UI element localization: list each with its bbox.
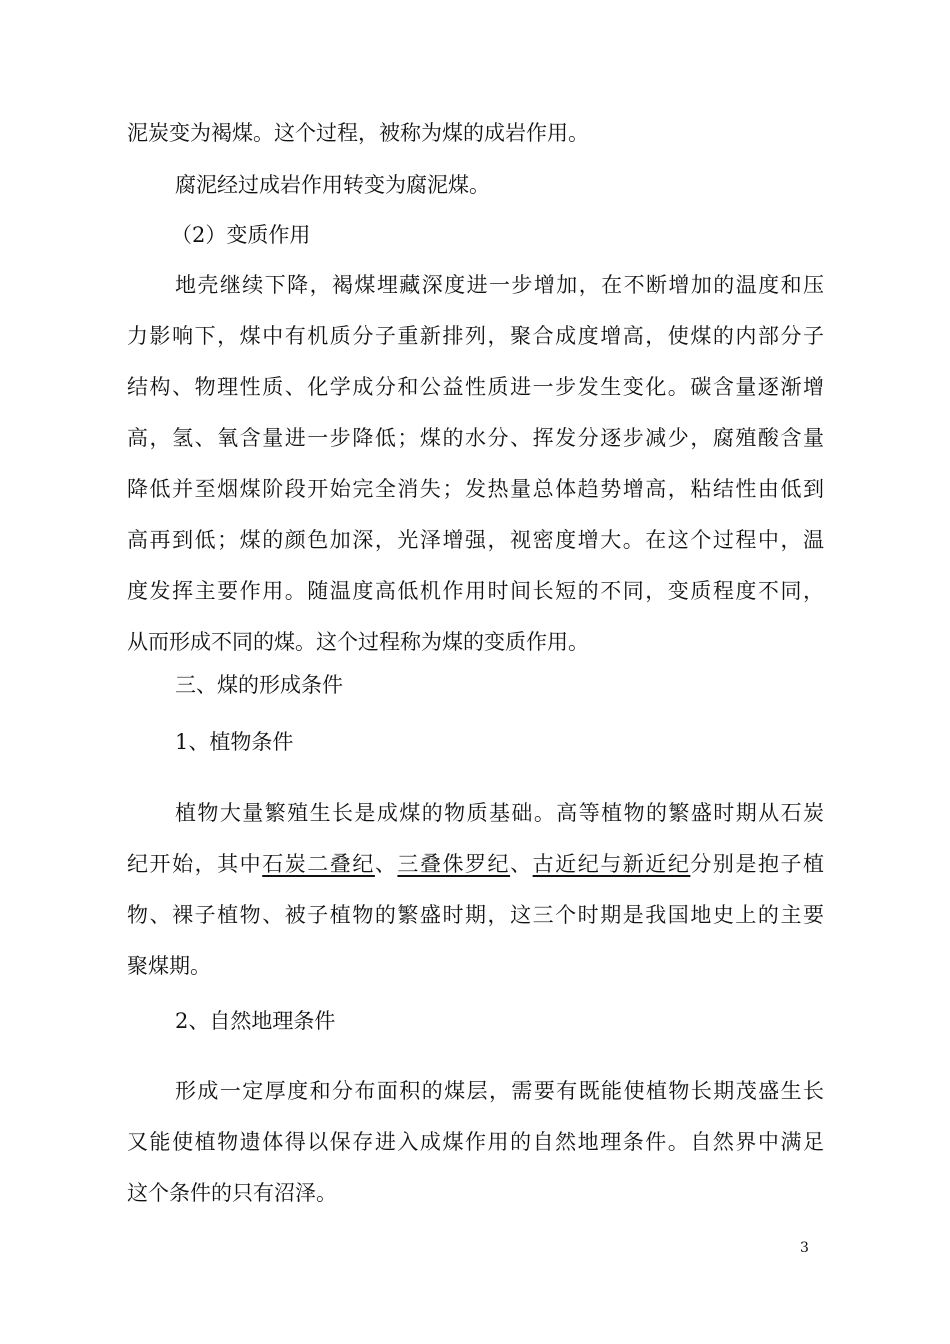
text-line: 度发挥主要作用。随温度高低机作用时间长短的不同，变质程度不同，: [127, 579, 824, 603]
paragraph-metamorphism: [127, 260, 824, 668]
link-triassic-jurassic[interactable]: 三叠侏罗纪: [397, 852, 511, 876]
page-number: 3: [800, 1240, 809, 1256]
text-line: 形成一定厚度和分布面积的煤层，需要有既能使植物长期茂盛生长: [175, 1079, 824, 1103]
text-line: 地壳继续下降，褐煤埋藏深度进一步增加，在不断增加的温度和压: [175, 273, 824, 297]
text-line: 从而形成不同的煤。这个过程称为煤的变质作用。: [127, 630, 589, 654]
heading-text: 1、植物条件: [175, 730, 294, 754]
heading-text: （2）变质作用: [171, 223, 311, 247]
heading-section-3: [127, 660, 824, 711]
paragraph-sapropel: [127, 160, 824, 211]
text-line: 腐泥经过成岩作用转变为腐泥煤。: [175, 173, 490, 197]
heading-metamorphism: [127, 210, 824, 261]
text-line: 又能使植物遗体得以保存进入成煤作用的自然地理条件。自然界中满足: [127, 1130, 824, 1154]
text-line: 高再到低；煤的颜色加深，光泽增强，视密度增大。在这个过程中，温: [127, 528, 824, 552]
text-line: 植物大量繁殖生长是成煤的物质基础。高等植物的繁盛时期从石炭: [175, 801, 824, 825]
text-segment: 、: [374, 852, 398, 876]
text-line: 力影响下，煤中有机质分子重新排列，聚合成度增高，使煤的内部分子: [127, 324, 824, 348]
paragraph-diagenesis-end: [127, 108, 824, 159]
heading-text: 2、自然地理条件: [175, 1009, 336, 1033]
link-paleogene-neogene[interactable]: 古近纪与新近纪: [532, 852, 691, 876]
heading-plant-condition: [127, 717, 824, 768]
text-line: 结构、物理性质、化学成分和公益性质进一步发生变化。碳含量逐渐增: [127, 375, 824, 399]
text-line: 降低并至烟煤阶段开始完全消失；发热量总体趋势增高，粘结性由低到: [127, 477, 824, 501]
text-segment: 、: [510, 852, 533, 876]
text-line-with-links: [127, 839, 824, 890]
paragraph-geographic-condition: [127, 1066, 824, 1219]
text-line: 泥炭变为褐煤。这个过程，被称为煤的成岩作用。: [127, 121, 589, 145]
text-line: 高，氢、氧含量进一步降低；煤的水分、挥发分逐步减少，腐殖酸含量: [127, 426, 824, 450]
text-line: 聚煤期。: [127, 954, 211, 978]
paragraph-plant-condition: [127, 788, 824, 992]
text-line: 物、裸子植物、被子植物的繁盛时期，这三个时期是我国地史上的主要: [127, 903, 824, 927]
heading-text: 三、煤的形成条件: [175, 673, 343, 697]
text-line: 这个条件的只有沼泽。: [127, 1181, 337, 1205]
text-segment: 纪开始，其中: [127, 852, 263, 876]
text-segment: 分别是抱子植: [690, 852, 825, 876]
link-carboniferous-permian[interactable]: 石炭二叠纪: [262, 852, 375, 876]
heading-geographic-condition: [127, 996, 824, 1047]
